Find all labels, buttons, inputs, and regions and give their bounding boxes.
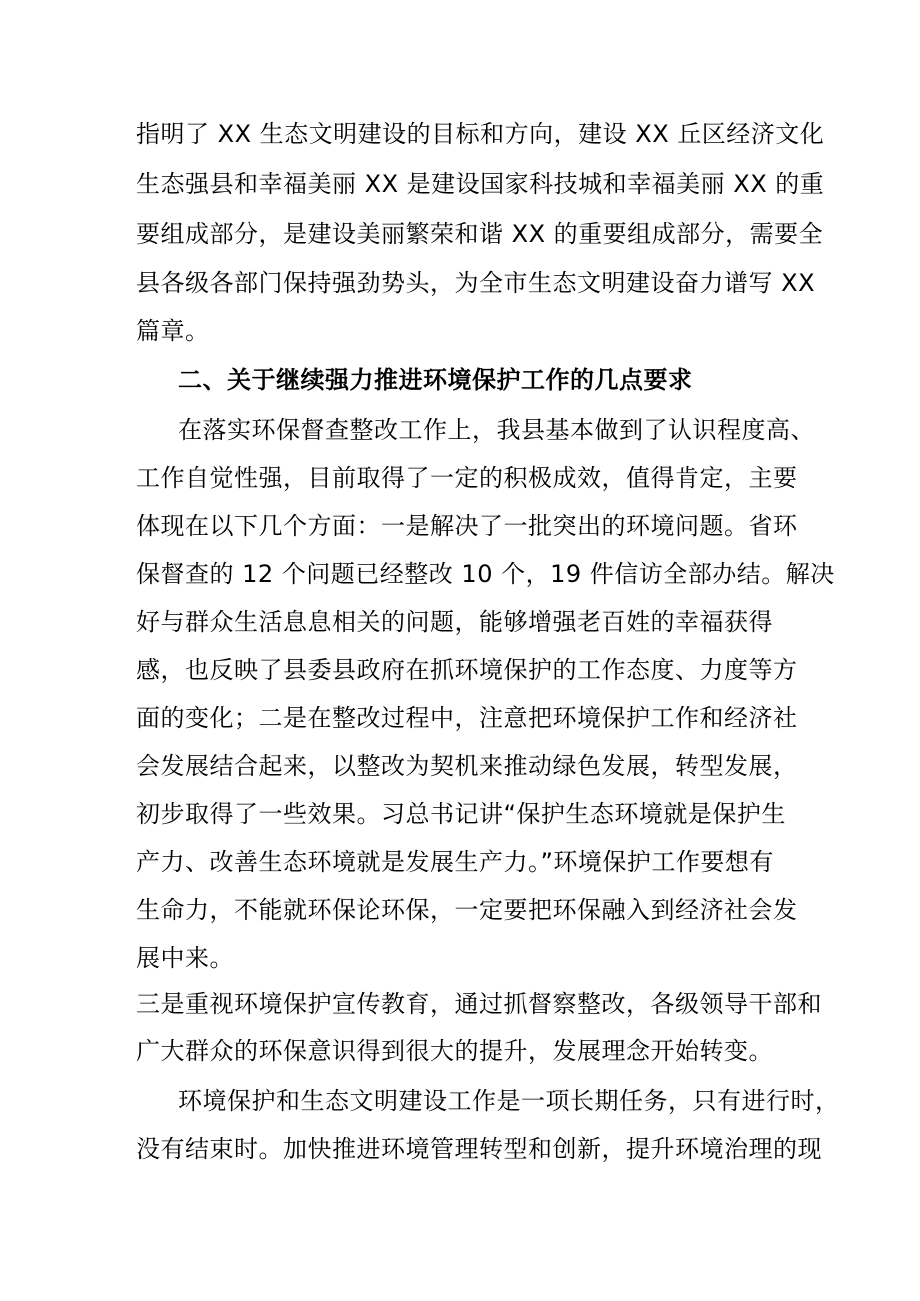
paragraph-2-line-8: 会发展结合起来，以整改为契机来推动绿色发展，转型发展， bbox=[136, 752, 798, 780]
paragraph-2-line-10: 产力、改善生态环境就是发展生产力。”环境保护工作要想有 bbox=[136, 848, 774, 876]
paragraph-4-line-2: 没有结束时。加快推进环境管理转型和创新，提升环境治理的现 bbox=[136, 1135, 822, 1163]
paragraph-4-line-1: 环境保护和生态文明建设工作是一项长期任务，只有进行时， bbox=[178, 1087, 840, 1115]
paragraph-2-line-9: 初步取得了一些效果。习总书记讲“保护生态环境就是保护生 bbox=[136, 800, 786, 828]
paragraph-2-line-4: 保督查的 12 个问题已经整改 10 个，19 件信访全部办结。解决 bbox=[136, 560, 835, 588]
paragraph-1-line-2: 生态强县和幸福美丽 XX 是建设国家科技城和幸福美丽 XX 的重 bbox=[136, 170, 825, 198]
paragraph-2-line-3: 体现在以下几个方面：一是解决了一批突出的环境问题。省环 bbox=[136, 512, 798, 540]
paragraph-2-line-6: 感，也反映了县委县政府在抓环境保护的工作态度、力度等方 bbox=[136, 656, 798, 684]
paragraph-1-line-4: 县各级各部门保持强劲势头，为全市生态文明建设奋力谱写 XX bbox=[136, 269, 816, 297]
paragraph-3-line-2: 广大群众的环保意识得到很大的提升，发展理念开始转变。 bbox=[136, 1037, 773, 1065]
paragraph-2-line-5: 好与群众生活息息相关的问题，能够增强老百姓的幸福获得 bbox=[136, 608, 773, 636]
paragraph-3-line-1: 三是重视环境保护宣传教育，通过抓督察整改，各级领导干部和 bbox=[136, 990, 822, 1018]
paragraph-2-line-12: 展中来。 bbox=[136, 944, 234, 972]
paragraph-2-line-2: 工作自觉性强，目前取得了一定的积极成效，值得肯定，主要 bbox=[136, 464, 798, 492]
paragraph-1-line-3: 要组成部分，是建设美丽繁荣和谐 XX 的重要组成部分，需要全 bbox=[136, 220, 824, 248]
section-heading: 二、关于继续强力推进环境保护工作的几点要求 bbox=[178, 366, 693, 394]
paragraph-2-line-1: 在落实环保督查整改工作上，我县基本做到了认识程度高、 bbox=[178, 416, 815, 444]
paragraph-2-line-11: 生命力，不能就环保论环保，一定要把环保融入到经济社会发 bbox=[136, 896, 798, 924]
paragraph-1-line-5: 篇章。 bbox=[136, 317, 210, 345]
paragraph-1-line-1: 指明了 XX 生态文明建设的目标和方向，建设 XX 丘区经济文化 bbox=[136, 120, 825, 148]
paragraph-2-line-7: 面的变化；二是在整改过程中，注意把环境保护工作和经济社 bbox=[136, 704, 798, 732]
